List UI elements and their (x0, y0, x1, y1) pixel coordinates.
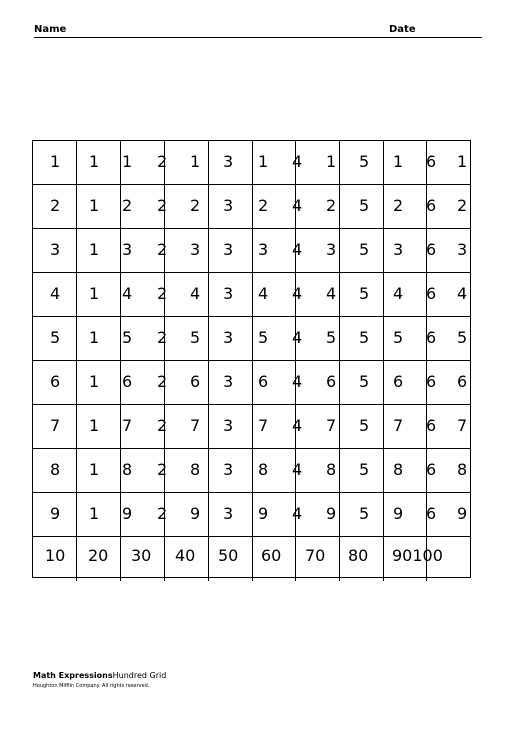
grid-number: 6 (426, 196, 437, 215)
grid-number: 4 (292, 240, 303, 259)
grid-column-line (339, 317, 340, 360)
grid-column-line (383, 141, 384, 184)
grid-number: 6 (122, 372, 133, 391)
grid-number: 6 (426, 152, 437, 171)
grid-column-line (120, 405, 121, 448)
grid-number: 1 (122, 152, 133, 171)
grid-number: 3 (326, 240, 337, 259)
grid-number: 5 (457, 328, 468, 347)
grid-number: 8 (457, 460, 468, 479)
grid-number: 5 (359, 504, 370, 523)
grid-column-line (76, 229, 77, 272)
grid-number: 4 (190, 284, 201, 303)
grid-column-line (383, 317, 384, 360)
grid-number: 4 (50, 284, 61, 303)
grid-column-line (252, 141, 253, 184)
grid-column-line (76, 185, 77, 228)
grid-number: 8 (190, 460, 201, 479)
grid-number: 9 (190, 504, 201, 523)
grid-number: 5 (122, 328, 133, 347)
grid-number: 1 (89, 152, 100, 171)
grid-column-line (76, 361, 77, 404)
grid-column-line (208, 405, 209, 448)
name-label: Name (34, 24, 67, 35)
grid-column-line (208, 229, 209, 272)
grid-number: 6 (326, 372, 337, 391)
grid-number: 3 (223, 240, 234, 259)
grid-number: 6 (426, 240, 437, 259)
grid-row (33, 273, 470, 317)
grid-column-line (383, 273, 384, 316)
grid-number: 50 (218, 546, 239, 565)
grid-row (33, 493, 470, 537)
grid-number: 5 (50, 328, 61, 347)
grid-number: 2 (326, 196, 337, 215)
grid-column-line (252, 273, 253, 316)
grid-number: 1 (89, 196, 100, 215)
grid-column-line (252, 317, 253, 360)
grid-number: 6 (393, 372, 404, 391)
grid-number: 3 (223, 152, 234, 171)
grid-number: 1 (89, 284, 100, 303)
grid-column-line (120, 185, 121, 228)
grid-number: 4 (292, 328, 303, 347)
grid-column-line (76, 449, 77, 492)
grid-row (33, 185, 470, 229)
grid-number: 5 (359, 328, 370, 347)
grid-number: 4 (292, 504, 303, 523)
grid-number: 30 (131, 546, 152, 565)
grid-number: 1 (89, 240, 100, 259)
grid-number: 3 (122, 240, 133, 259)
grid-column-line (252, 361, 253, 404)
grid-number: 5 (258, 328, 269, 347)
grid-column-line (208, 361, 209, 404)
grid-number: 6 (426, 372, 437, 391)
grid-column-line (252, 493, 253, 536)
grid-column-line (76, 493, 77, 536)
grid-row (33, 405, 470, 449)
grid-number: 5 (359, 240, 370, 259)
grid-number: 4 (258, 284, 269, 303)
grid-column-line (120, 493, 121, 536)
grid-column-line (383, 405, 384, 448)
grid-number: 80 (348, 546, 369, 565)
grid-column-line (383, 493, 384, 536)
grid-number: 2 (157, 416, 168, 435)
grid-column-line (339, 229, 340, 272)
grid-number: 9 (122, 504, 133, 523)
grid-column-line (252, 537, 253, 581)
grid-number: 7 (50, 416, 61, 435)
grid-number: 1 (50, 152, 61, 171)
footer-copyright: Houghton Mifflin Company. All rights reserved. (33, 683, 150, 689)
grid-number: 5 (359, 372, 370, 391)
grid-number: 90100 (392, 546, 443, 565)
grid-number: 5 (393, 328, 404, 347)
grid-number: 4 (292, 196, 303, 215)
grid-number: 6 (426, 504, 437, 523)
grid-number: 6 (50, 372, 61, 391)
grid-number: 2 (457, 196, 468, 215)
grid-column-line (383, 361, 384, 404)
grid-column-line (208, 317, 209, 360)
grid-number: 6 (426, 460, 437, 479)
grid-number: 5 (359, 460, 370, 479)
grid-number: 60 (261, 546, 282, 565)
grid-number: 4 (393, 284, 404, 303)
name-date-header (34, 24, 482, 38)
grid-number: 9 (393, 504, 404, 523)
date-label: Date (389, 24, 416, 35)
grid-column-line (76, 273, 77, 316)
grid-column-line (120, 141, 121, 184)
grid-number: 2 (157, 372, 168, 391)
grid-number: 5 (359, 416, 370, 435)
grid-column-line (295, 537, 296, 581)
grid-column-line (76, 317, 77, 360)
grid-column-line (339, 185, 340, 228)
grid-column-line (383, 449, 384, 492)
grid-number: 8 (326, 460, 337, 479)
grid-number: 7 (258, 416, 269, 435)
grid-number: 1 (89, 372, 100, 391)
grid-column-line (252, 405, 253, 448)
grid-number: 2 (50, 196, 61, 215)
grid-number: 8 (258, 460, 269, 479)
grid-number: 3 (223, 328, 234, 347)
grid-number: 2 (157, 284, 168, 303)
grid-number: 4 (457, 284, 468, 303)
grid-number: 3 (223, 460, 234, 479)
grid-number: 6 (190, 372, 201, 391)
grid-number: 3 (50, 240, 61, 259)
grid-number: 2 (157, 240, 168, 259)
grid-number: 4 (292, 416, 303, 435)
grid-column-line (208, 493, 209, 536)
footer-title (33, 671, 166, 681)
grid-number: 4 (292, 372, 303, 391)
grid-column-line (120, 361, 121, 404)
grid-number: 8 (393, 460, 404, 479)
grid-column-line (252, 185, 253, 228)
grid-column-line (164, 537, 165, 581)
grid-number: 2 (122, 196, 133, 215)
grid-column-line (208, 537, 209, 581)
grid-number: 2 (157, 328, 168, 347)
grid-number: 7 (457, 416, 468, 435)
grid-column-line (208, 449, 209, 492)
grid-number: 4 (292, 152, 303, 171)
grid-column-line (120, 537, 121, 581)
grid-number: 5 (359, 196, 370, 215)
grid-column-line (120, 229, 121, 272)
grid-number: 7 (326, 416, 337, 435)
grid-number: 2 (157, 196, 168, 215)
grid-number: 3 (223, 284, 234, 303)
grid-column-line (383, 537, 384, 581)
grid-column-line (339, 141, 340, 184)
grid-number: 1 (393, 152, 404, 171)
grid-number: 3 (223, 372, 234, 391)
grid-number: 8 (122, 460, 133, 479)
grid-column-line (339, 537, 340, 581)
grid-number: 4 (326, 284, 337, 303)
grid-number: 2 (190, 196, 201, 215)
grid-column-line (383, 185, 384, 228)
grid-number: 3 (393, 240, 404, 259)
grid-column-line (339, 449, 340, 492)
grid-number: 6 (426, 416, 437, 435)
grid-number: 6 (258, 372, 269, 391)
grid-number: 2 (393, 196, 404, 215)
grid-number: 1 (89, 504, 100, 523)
grid-row (33, 141, 470, 185)
grid-number: 4 (122, 284, 133, 303)
grid-number: 8 (50, 460, 61, 479)
grid-column-line (76, 537, 77, 581)
grid-column-line (120, 449, 121, 492)
grid-column-line (208, 185, 209, 228)
footer-brand: Math Expressions (33, 671, 113, 680)
grid-column-line (339, 361, 340, 404)
grid-number: 3 (223, 416, 234, 435)
grid-number: 6 (426, 328, 437, 347)
grid-number: 1 (89, 328, 100, 347)
grid-row (33, 449, 470, 493)
grid-number: 5 (326, 328, 337, 347)
grid-number: 2 (258, 196, 269, 215)
grid-number: 3 (457, 240, 468, 259)
grid-column-line (208, 141, 209, 184)
hundred-grid (32, 140, 471, 578)
grid-number: 3 (190, 240, 201, 259)
grid-number: 40 (175, 546, 196, 565)
grid-number: 9 (326, 504, 337, 523)
grid-number: 1 (457, 152, 468, 171)
grid-number: 3 (223, 504, 234, 523)
grid-number: 1 (190, 152, 201, 171)
grid-number: 5 (359, 284, 370, 303)
grid-number: 5 (359, 152, 370, 171)
grid-number: 4 (292, 460, 303, 479)
grid-number: 6 (426, 284, 437, 303)
grid-column-line (252, 449, 253, 492)
grid-number: 2 (157, 152, 168, 171)
grid-number: 4 (292, 284, 303, 303)
grid-column-line (252, 229, 253, 272)
grid-number: 20 (88, 546, 109, 565)
grid-number: 1 (89, 460, 100, 479)
grid-column-line (339, 493, 340, 536)
grid-column-line (383, 229, 384, 272)
grid-number: 3 (258, 240, 269, 259)
grid-column-line (208, 273, 209, 316)
grid-column-line (120, 317, 121, 360)
grid-number: 5 (190, 328, 201, 347)
grid-number: 7 (190, 416, 201, 435)
grid-row (33, 361, 470, 405)
grid-number: 1 (89, 416, 100, 435)
grid-column-line (76, 405, 77, 448)
grid-number: 6 (457, 372, 468, 391)
grid-number: 3 (223, 196, 234, 215)
grid-number: 7 (393, 416, 404, 435)
grid-row (33, 317, 470, 361)
grid-row-tens (33, 537, 470, 581)
grid-number: 10 (45, 546, 66, 565)
grid-number: 70 (305, 546, 326, 565)
grid-column-line (339, 405, 340, 448)
grid-number: 2 (157, 460, 168, 479)
grid-number: 9 (258, 504, 269, 523)
grid-column-line (339, 273, 340, 316)
grid-column-line (76, 141, 77, 184)
grid-row (33, 229, 470, 273)
grid-number: 1 (326, 152, 337, 171)
grid-number: 1 (258, 152, 269, 171)
grid-number: 7 (122, 416, 133, 435)
grid-number: 9 (50, 504, 61, 523)
footer-worksheet-title: Hundred Grid (112, 671, 167, 680)
grid-number: 9 (457, 504, 468, 523)
grid-column-line (120, 273, 121, 316)
grid-number: 2 (157, 504, 168, 523)
